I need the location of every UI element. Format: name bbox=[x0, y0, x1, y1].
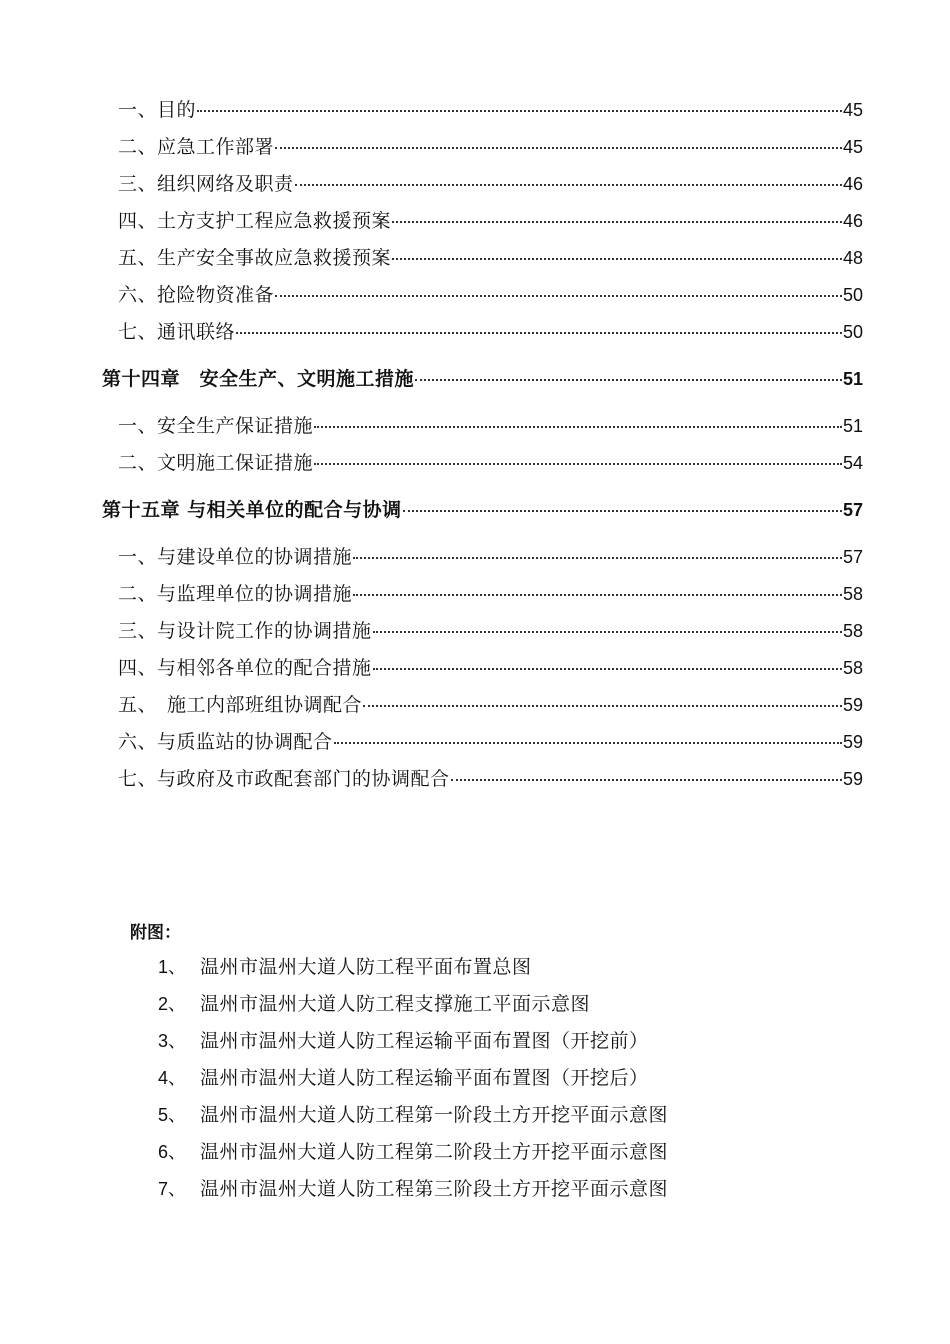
toc-entry-page: 58 bbox=[842, 584, 863, 604]
appendix-item bbox=[158, 954, 532, 980]
toc-entry[interactable] bbox=[118, 320, 863, 344]
toc-entry-title: 三、与设计院工作的协调措施 bbox=[118, 620, 372, 642]
toc-entry-title: 一、目的 bbox=[118, 99, 197, 121]
appendix-item bbox=[158, 1139, 668, 1165]
appendix-item-number: 7、 bbox=[158, 1179, 187, 1199]
dot-leader bbox=[295, 184, 842, 186]
dot-leader bbox=[314, 463, 842, 465]
appendix-item bbox=[158, 1028, 649, 1054]
toc-entry[interactable] bbox=[118, 451, 863, 475]
dot-leader bbox=[363, 705, 842, 707]
toc-entry-title: 二、文明施工保证措施 bbox=[118, 452, 314, 474]
toc-entry-page: 48 bbox=[842, 248, 863, 268]
dot-leader bbox=[451, 779, 842, 781]
appendix-item-text: 温州市温州大道人防工程第一阶段土方开挖平面示意图 bbox=[200, 1104, 669, 1126]
dot-leader bbox=[197, 110, 842, 112]
toc-entry-title: 三、组织网络及职责 bbox=[118, 173, 294, 195]
toc-entry-title: 二、应急工作部署 bbox=[118, 136, 275, 158]
toc-entry-page: 59 bbox=[842, 769, 863, 789]
dot-leader bbox=[353, 594, 842, 596]
dot-leader bbox=[403, 510, 842, 512]
toc-chapter-title: 第十五章 与相关单位的配合与协调 bbox=[102, 499, 402, 521]
dot-leader bbox=[275, 147, 842, 149]
dot-leader bbox=[373, 631, 842, 633]
toc-entry[interactable] bbox=[118, 656, 863, 680]
appendix-item-text: 温州市温州大道人防工程第三阶段土方开挖平面示意图 bbox=[200, 1178, 669, 1200]
dot-leader bbox=[353, 557, 842, 559]
toc-entry-page: 51 bbox=[842, 416, 863, 436]
appendix-item-text: 温州市温州大道人防工程运输平面布置图（开挖后） bbox=[200, 1067, 649, 1089]
toc-entry-page: 50 bbox=[842, 285, 863, 305]
toc-entry-title: 七、通讯联络 bbox=[118, 321, 236, 343]
toc-entry-page: 54 bbox=[842, 453, 863, 473]
toc-entry-page: 57 bbox=[842, 547, 863, 567]
toc-entry[interactable] bbox=[118, 730, 863, 754]
toc-entry[interactable] bbox=[118, 246, 863, 270]
appendix-item-text: 温州市温州大道人防工程平面布置总图 bbox=[200, 956, 532, 978]
toc-entry-title: 五、 施工内部班组协调配合 bbox=[118, 694, 363, 716]
toc-entry-page: 58 bbox=[842, 621, 863, 641]
appendix-item-text: 温州市温州大道人防工程第二阶段土方开挖平面示意图 bbox=[200, 1141, 669, 1163]
toc-entry[interactable] bbox=[118, 619, 863, 643]
toc-entry[interactable] bbox=[118, 283, 863, 307]
appendix-item-number: 1、 bbox=[158, 957, 187, 977]
dot-leader bbox=[236, 332, 842, 334]
toc-chapter-page: 57 bbox=[842, 500, 863, 520]
toc-entry[interactable] bbox=[118, 582, 863, 606]
appendix-heading: 附图： bbox=[130, 923, 181, 943]
toc-chapter-title: 第十四章 安全生产、文明施工措施 bbox=[102, 368, 415, 390]
appendix-item-text: 温州市温州大道人防工程支撑施工平面示意图 bbox=[200, 993, 591, 1015]
toc-entry[interactable] bbox=[118, 545, 863, 569]
toc-entry-page: 59 bbox=[842, 732, 863, 752]
appendix-item-number: 2、 bbox=[158, 994, 187, 1014]
toc-entry-title: 一、与建设单位的协调措施 bbox=[118, 546, 353, 568]
toc-entry[interactable] bbox=[118, 209, 863, 233]
toc-entry-page: 50 bbox=[842, 322, 863, 342]
toc-entry-title: 五、生产安全事故应急救援预案 bbox=[118, 247, 392, 269]
appendix-item bbox=[158, 991, 590, 1017]
dot-leader bbox=[275, 295, 842, 297]
toc-chapter-entry[interactable] bbox=[102, 367, 863, 391]
toc-entry-title: 七、与政府及市政配套部门的协调配合 bbox=[118, 768, 450, 790]
toc-chapter-page: 51 bbox=[842, 369, 863, 389]
dot-leader bbox=[415, 379, 842, 381]
dot-leader bbox=[392, 258, 842, 260]
toc-entry-page: 45 bbox=[842, 100, 863, 120]
toc-entry-title: 四、与相邻各单位的配合措施 bbox=[118, 657, 372, 679]
toc-entry-page: 46 bbox=[842, 174, 863, 194]
toc-entry-title: 四、土方支护工程应急救援预案 bbox=[118, 210, 392, 232]
appendix-item bbox=[158, 1102, 668, 1128]
toc-entry-title: 二、与监理单位的协调措施 bbox=[118, 583, 353, 605]
dot-leader bbox=[334, 742, 842, 744]
appendix-item-text: 温州市温州大道人防工程运输平面布置图（开挖前） bbox=[200, 1030, 649, 1052]
dot-leader bbox=[314, 426, 842, 428]
toc-entry-title: 六、抢险物资准备 bbox=[118, 284, 275, 306]
toc-entry[interactable] bbox=[118, 414, 863, 438]
toc-entry-page: 58 bbox=[842, 658, 863, 678]
dot-leader bbox=[392, 221, 842, 223]
toc-entry-page: 46 bbox=[842, 211, 863, 231]
toc-entry-page: 45 bbox=[842, 137, 863, 157]
toc-entry[interactable] bbox=[118, 135, 863, 159]
appendix-item-number: 5、 bbox=[158, 1105, 187, 1125]
appendix-item bbox=[158, 1065, 649, 1091]
dot-leader bbox=[373, 668, 842, 670]
toc-chapter-entry[interactable] bbox=[102, 498, 863, 522]
toc-entry-title: 一、安全生产保证措施 bbox=[118, 415, 314, 437]
appendix-item-number: 6、 bbox=[158, 1142, 187, 1162]
appendix-item-number: 3、 bbox=[158, 1031, 187, 1051]
toc-entry[interactable] bbox=[118, 172, 863, 196]
toc-entry[interactable] bbox=[118, 693, 863, 717]
appendix-item-number: 4、 bbox=[158, 1068, 187, 1088]
toc-entry-page: 59 bbox=[842, 695, 863, 715]
toc-entry-title: 六、与质监站的协调配合 bbox=[118, 731, 333, 753]
appendix-item bbox=[158, 1176, 668, 1202]
toc-entry[interactable] bbox=[118, 767, 863, 791]
toc-entry[interactable] bbox=[118, 98, 863, 122]
